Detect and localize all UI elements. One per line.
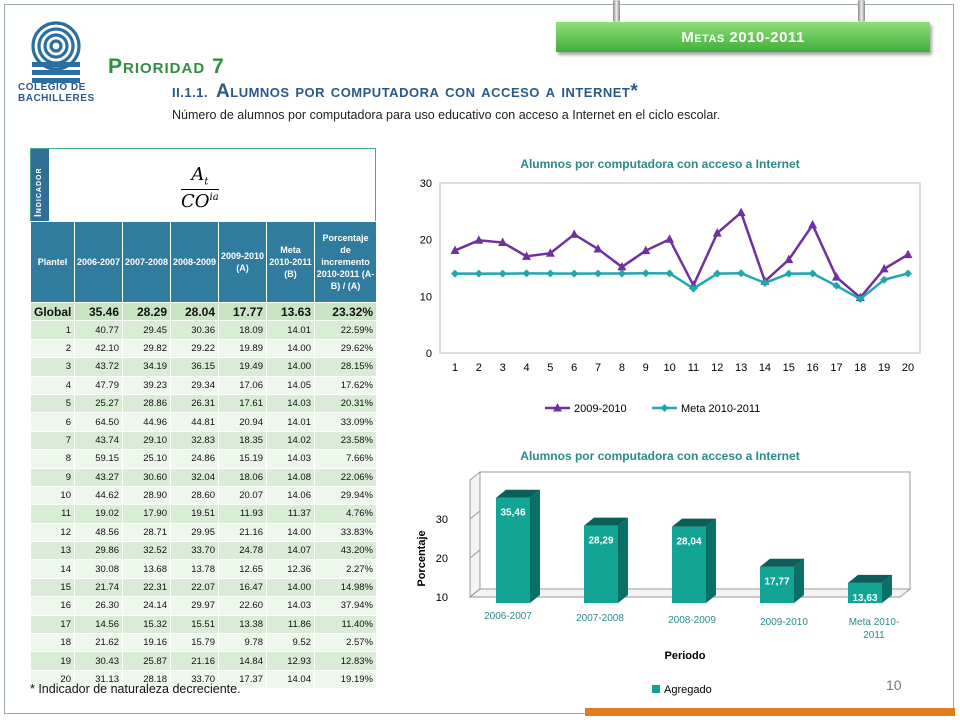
table-cell: 14.84 bbox=[219, 652, 267, 670]
table-cell: 29.22 bbox=[171, 339, 219, 357]
x-tick-label: 4 bbox=[523, 362, 530, 374]
table-cell: 16 bbox=[31, 597, 75, 615]
formula-denominator: CO bbox=[181, 190, 210, 212]
table-cell: 40.77 bbox=[75, 321, 123, 339]
table-cell: 39.23 bbox=[123, 376, 171, 394]
y-tick-label: 30 bbox=[435, 514, 448, 526]
bottom-accent-bar bbox=[585, 708, 955, 716]
table-cell: 15.79 bbox=[171, 634, 219, 652]
y-tick-label: 0 bbox=[425, 348, 432, 360]
table-cell: 19.02 bbox=[75, 505, 123, 523]
badge-hanger-right bbox=[858, 0, 865, 22]
x-tick-label: 3 bbox=[499, 362, 506, 374]
table-row bbox=[31, 339, 377, 357]
bar-data-label: 35,46 bbox=[500, 507, 526, 519]
table-cell: 19.19% bbox=[315, 670, 377, 688]
table-cell: 28.29 bbox=[123, 303, 171, 321]
table-cell: 36.15 bbox=[171, 358, 219, 376]
badge-hanger-left bbox=[613, 0, 620, 22]
table-row bbox=[31, 358, 377, 376]
table-cell: 14.98% bbox=[315, 578, 377, 596]
table-row bbox=[31, 560, 377, 578]
x-tick-label: 17 bbox=[830, 362, 843, 374]
table-cell: 14.00 bbox=[267, 339, 315, 357]
table-cell: 16.47 bbox=[219, 578, 267, 596]
table-cell: 44.81 bbox=[171, 413, 219, 431]
table-cell: 18 bbox=[31, 634, 75, 652]
x-tick-label: 2006-2007 bbox=[484, 611, 532, 622]
table-cell: 44.96 bbox=[123, 413, 171, 431]
x-tick-label: 6 bbox=[571, 362, 578, 374]
table-row bbox=[31, 376, 377, 394]
table-row bbox=[31, 634, 377, 652]
table-cell: 15.19 bbox=[219, 450, 267, 468]
table-cell: 29.82 bbox=[123, 339, 171, 357]
table-cell: 7.66% bbox=[315, 450, 377, 468]
data-table-panel bbox=[30, 148, 376, 689]
table-cell: 13 bbox=[31, 542, 75, 560]
table-cell: 20.31% bbox=[315, 394, 377, 412]
table-cell: 29.97 bbox=[171, 597, 219, 615]
table-cell: 9 bbox=[31, 468, 75, 486]
table-cell: 5 bbox=[31, 394, 75, 412]
table-cell: 18.06 bbox=[219, 468, 267, 486]
table-cell: 28.71 bbox=[123, 523, 171, 541]
table-cell: 7 bbox=[31, 431, 75, 449]
table-cell: 11.86 bbox=[267, 615, 315, 633]
table-cell: 14.01 bbox=[267, 321, 315, 339]
table-cell: 22.07 bbox=[171, 578, 219, 596]
formula bbox=[181, 164, 219, 212]
table-cell: 25.27 bbox=[75, 394, 123, 412]
table-cell: 2.27% bbox=[315, 560, 377, 578]
table-cell: 13.78 bbox=[171, 560, 219, 578]
table-cell: 15.51 bbox=[171, 615, 219, 633]
formula-numerator-sub: t bbox=[204, 176, 209, 188]
prioridad-title: Prioridad 7 bbox=[108, 55, 225, 78]
table-row bbox=[31, 413, 377, 431]
table-cell: 42.10 bbox=[75, 339, 123, 357]
table-cell: Global bbox=[31, 303, 75, 321]
line-chart bbox=[390, 148, 930, 428]
table-cell: 28.90 bbox=[123, 486, 171, 504]
table-cell: 2.57% bbox=[315, 634, 377, 652]
formula-box bbox=[30, 148, 376, 221]
table-row bbox=[31, 431, 377, 449]
table-cell: 15 bbox=[31, 578, 75, 596]
table-cell: 12 bbox=[31, 523, 75, 541]
table-cell: 15.32 bbox=[123, 615, 171, 633]
x-tick-label: 7 bbox=[594, 362, 602, 374]
table-cell: 33.09% bbox=[315, 413, 377, 431]
table-cell: 14.04 bbox=[267, 670, 315, 688]
table-cell: 12.83% bbox=[315, 652, 377, 670]
table-cell: 31.13 bbox=[75, 670, 123, 688]
logo-text-line2: BACHILLERES bbox=[18, 93, 95, 104]
table-cell: 1 bbox=[31, 321, 75, 339]
table-cell: 43.27 bbox=[75, 468, 123, 486]
x-tick-label: Meta 2010- bbox=[848, 617, 900, 628]
x-tick-label: 9 bbox=[642, 362, 649, 374]
table-cell: 35.46 bbox=[75, 303, 123, 321]
bar-data-label: 28,04 bbox=[676, 536, 702, 548]
table-cell: 18.35 bbox=[219, 431, 267, 449]
x-tick-label: 16 bbox=[806, 362, 819, 374]
table-cell: 21.74 bbox=[75, 578, 123, 596]
table-cell: 29.10 bbox=[123, 431, 171, 449]
bar-data-label: 28,29 bbox=[588, 535, 614, 547]
table-cell: 14.08 bbox=[267, 468, 315, 486]
y-tick-label: 10 bbox=[419, 291, 432, 304]
footnote: * Indicador de naturaleza decreciente. bbox=[30, 682, 241, 696]
table-cell: 20 bbox=[31, 670, 75, 688]
table-cell: 24.14 bbox=[123, 597, 171, 615]
table-cell: 17 bbox=[31, 615, 75, 633]
table-row bbox=[31, 468, 377, 486]
table-cell: 30.43 bbox=[75, 652, 123, 670]
y-tick-label: 30 bbox=[419, 178, 432, 190]
x-tick-label: 2 bbox=[475, 362, 482, 374]
table-cell: 25.87 bbox=[123, 652, 171, 670]
table-cell: 21.62 bbox=[75, 634, 123, 652]
legend-label: Agregado bbox=[664, 684, 712, 696]
table-cell: 29.34 bbox=[171, 376, 219, 394]
table-cell: 3 bbox=[31, 358, 75, 376]
table-cell: 33.70 bbox=[171, 670, 219, 688]
table-cell: 28.15% bbox=[315, 358, 377, 376]
table-cell: 13.68 bbox=[123, 560, 171, 578]
table-cell: 18.09 bbox=[219, 321, 267, 339]
table-cell: 12.93 bbox=[267, 652, 315, 670]
x-tick-label: 20 bbox=[901, 362, 915, 374]
table-cell: 14.07 bbox=[267, 542, 315, 560]
table-cell: 34.19 bbox=[123, 358, 171, 376]
table-cell: 32.83 bbox=[171, 431, 219, 449]
legend-label: 2009-2010 bbox=[574, 403, 627, 415]
bar-data-label: 13,63 bbox=[852, 592, 878, 604]
table-row-global bbox=[31, 303, 377, 321]
x-tick-label: 10 bbox=[663, 362, 676, 374]
table-cell: 29.45 bbox=[123, 321, 171, 339]
table-cell: 17.62% bbox=[315, 376, 377, 394]
table-header-cell: 2006-2007 bbox=[75, 222, 123, 303]
table-cell: 17.61 bbox=[219, 394, 267, 412]
table-cell: 14.05 bbox=[267, 376, 315, 394]
table-cell: 29.86 bbox=[75, 542, 123, 560]
bar-side bbox=[618, 518, 628, 603]
table-cell: 22.31 bbox=[123, 578, 171, 596]
bar-chart bbox=[390, 440, 930, 705]
table-row bbox=[31, 450, 377, 468]
table-cell: 30.36 bbox=[171, 321, 219, 339]
table-cell: 64.50 bbox=[75, 413, 123, 431]
indicator-table bbox=[30, 221, 377, 689]
y-tick-label: 20 bbox=[435, 553, 448, 565]
indicator-title bbox=[172, 81, 638, 103]
table-header-cell: 2008-2009 bbox=[171, 222, 219, 303]
table-cell: 24.78 bbox=[219, 542, 267, 560]
table-header-cell: 2009-2010 (A) bbox=[219, 222, 267, 303]
table-cell: 11.93 bbox=[219, 505, 267, 523]
table-cell: 17.06 bbox=[219, 376, 267, 394]
x-tick-label: 2008-2009 bbox=[668, 615, 716, 626]
table-cell: 59.15 bbox=[75, 450, 123, 468]
formula-denominator-sup: ia bbox=[209, 191, 219, 203]
table-cell: 33.70 bbox=[171, 542, 219, 560]
x-tick-label-cont: 2011 bbox=[863, 630, 885, 641]
x-tick-label: 1 bbox=[451, 362, 459, 374]
table-cell: 10 bbox=[31, 486, 75, 504]
x-tick-label: 15 bbox=[782, 362, 795, 374]
table-cell: 20.07 bbox=[219, 486, 267, 504]
table-cell: 22.59% bbox=[315, 321, 377, 339]
table-cell: 33.83% bbox=[315, 523, 377, 541]
indicator-title-text: Alumnos por computadora con acceso a internet* bbox=[216, 81, 639, 102]
x-tick-label: 11 bbox=[687, 362, 700, 374]
table-cell: 14.00 bbox=[267, 578, 315, 596]
table-cell: 19.49 bbox=[219, 358, 267, 376]
x-tick-label: 19 bbox=[878, 362, 891, 374]
table-row bbox=[31, 321, 377, 339]
table-cell: 12.36 bbox=[267, 560, 315, 578]
indicator-description: Número de alumnos por computadora para uso educativo con acceso a Internet en el ciclo escolar. bbox=[172, 108, 721, 122]
table-cell: 22.06% bbox=[315, 468, 377, 486]
table-cell: 8 bbox=[31, 450, 75, 468]
table-header-cell: 2007-2008 bbox=[123, 222, 171, 303]
table-row bbox=[31, 542, 377, 560]
table-cell: 14.00 bbox=[267, 358, 315, 376]
table-row bbox=[31, 597, 377, 615]
table-cell: 44.62 bbox=[75, 486, 123, 504]
side-wall bbox=[470, 472, 480, 597]
table-cell: 28.60 bbox=[171, 486, 219, 504]
table-cell: 14.03 bbox=[267, 597, 315, 615]
table-cell: 30.60 bbox=[123, 468, 171, 486]
table-cell: 23.58% bbox=[315, 431, 377, 449]
x-tick-label: 14 bbox=[758, 362, 772, 374]
table-cell: 23.32% bbox=[315, 303, 377, 321]
table-cell: 4 bbox=[31, 376, 75, 394]
table-header-cell: Porcentaje de incremento 2010-2011 (A-B) / (A) bbox=[315, 222, 377, 303]
table-header-cell: Meta 2010-2011 (B) bbox=[267, 222, 315, 303]
bar-chart-title: Alumnos por computadora con acceso a Internet bbox=[520, 449, 800, 463]
table-row bbox=[31, 578, 377, 596]
table-cell: 12.65 bbox=[219, 560, 267, 578]
bar-side bbox=[530, 490, 540, 603]
x-tick-label: 13 bbox=[734, 362, 748, 374]
table-cell: 21.16 bbox=[219, 523, 267, 541]
table-row bbox=[31, 523, 377, 541]
table-cell: 19.16 bbox=[123, 634, 171, 652]
table-cell: 11.40% bbox=[315, 615, 377, 633]
legend-swatch bbox=[652, 685, 660, 693]
table-cell: 14 bbox=[31, 560, 75, 578]
table-header-cell: Plantel bbox=[31, 222, 75, 303]
table-cell: 43.20% bbox=[315, 542, 377, 560]
table-cell: 17.90 bbox=[123, 505, 171, 523]
y-axis-title: Porcentaje bbox=[416, 530, 428, 587]
table-cell: 28.18 bbox=[123, 670, 171, 688]
table-cell: 9.78 bbox=[219, 634, 267, 652]
legend-marker bbox=[661, 404, 669, 412]
table-cell: 14.01 bbox=[267, 413, 315, 431]
table-cell: 21.16 bbox=[171, 652, 219, 670]
x-tick-label: 18 bbox=[854, 362, 867, 374]
table-cell: 29.62% bbox=[315, 339, 377, 357]
logo-text bbox=[18, 82, 95, 104]
bar-data-label: 17,77 bbox=[764, 576, 790, 588]
table-cell: 4.76% bbox=[315, 505, 377, 523]
line-plot-area bbox=[440, 183, 920, 353]
table-cell: 32.52 bbox=[123, 542, 171, 560]
indicador-label-bar bbox=[31, 149, 49, 221]
table-cell: 37.94% bbox=[315, 597, 377, 615]
table-row bbox=[31, 652, 377, 670]
table-cell: 14.56 bbox=[75, 615, 123, 633]
line-chart-title: Alumnos por computadora con acceso a Internet bbox=[520, 157, 800, 171]
table-row bbox=[31, 615, 377, 633]
table-cell: 29.95 bbox=[171, 523, 219, 541]
formula-numerator: A bbox=[191, 164, 205, 185]
table-body bbox=[31, 303, 377, 689]
table-cell: 2 bbox=[31, 339, 75, 357]
table-cell: 14.02 bbox=[267, 431, 315, 449]
x-tick-label: 2007-2008 bbox=[576, 613, 624, 624]
indicador-label: Indicador bbox=[33, 167, 44, 217]
table-row bbox=[31, 394, 377, 412]
table-cell: 20.94 bbox=[219, 413, 267, 431]
table-cell: 29.94% bbox=[315, 486, 377, 504]
table-cell: 14.03 bbox=[267, 394, 315, 412]
x-axis-title: Periodo bbox=[664, 650, 706, 662]
table-cell: 11 bbox=[31, 505, 75, 523]
bar-side bbox=[706, 519, 716, 603]
table-row bbox=[31, 486, 377, 504]
table-cell: 32.04 bbox=[171, 468, 219, 486]
table-cell: 6 bbox=[31, 413, 75, 431]
legend-label: Meta 2010-2011 bbox=[681, 403, 761, 415]
table-cell: 30.08 bbox=[75, 560, 123, 578]
table-cell: 14.00 bbox=[267, 523, 315, 541]
x-tick-label: 8 bbox=[618, 362, 625, 374]
logo-text-line1: COLEGIO DE bbox=[18, 82, 86, 93]
table-cell: 14.06 bbox=[267, 486, 315, 504]
table-cell: 19.51 bbox=[171, 505, 219, 523]
table-cell: 28.04 bbox=[171, 303, 219, 321]
table-cell: 17.77 bbox=[219, 303, 267, 321]
table-header-row bbox=[31, 222, 377, 303]
table-cell: 14.03 bbox=[267, 450, 315, 468]
table-cell: 48.56 bbox=[75, 523, 123, 541]
table-cell: 43.74 bbox=[75, 431, 123, 449]
table-cell: 26.30 bbox=[75, 597, 123, 615]
x-tick-label: 5 bbox=[547, 362, 554, 374]
metas-badge: Metas 2010-2011 bbox=[556, 22, 930, 52]
table-cell: 9.52 bbox=[267, 634, 315, 652]
table-cell: 47.79 bbox=[75, 376, 123, 394]
page-number: 10 bbox=[886, 677, 902, 693]
table-cell: 19 bbox=[31, 652, 75, 670]
table-cell: 43.72 bbox=[75, 358, 123, 376]
table-cell: 11.37 bbox=[267, 505, 315, 523]
table-cell: 24.86 bbox=[171, 450, 219, 468]
table-cell: 28.86 bbox=[123, 394, 171, 412]
x-tick-label: 2009-2010 bbox=[760, 617, 808, 628]
table-cell: 25.10 bbox=[123, 450, 171, 468]
y-tick-label: 20 bbox=[419, 234, 432, 247]
x-tick-label: 12 bbox=[711, 362, 724, 374]
table-cell: 19.89 bbox=[219, 339, 267, 357]
y-tick-label: 10 bbox=[435, 592, 448, 604]
table-cell: 26.31 bbox=[171, 394, 219, 412]
table-cell: 13.38 bbox=[219, 615, 267, 633]
indicator-number: II.1.1. bbox=[172, 85, 209, 100]
table-row bbox=[31, 505, 377, 523]
table-cell: 17.37 bbox=[219, 670, 267, 688]
table-cell: 22.60 bbox=[219, 597, 267, 615]
table-cell: 13.63 bbox=[267, 303, 315, 321]
